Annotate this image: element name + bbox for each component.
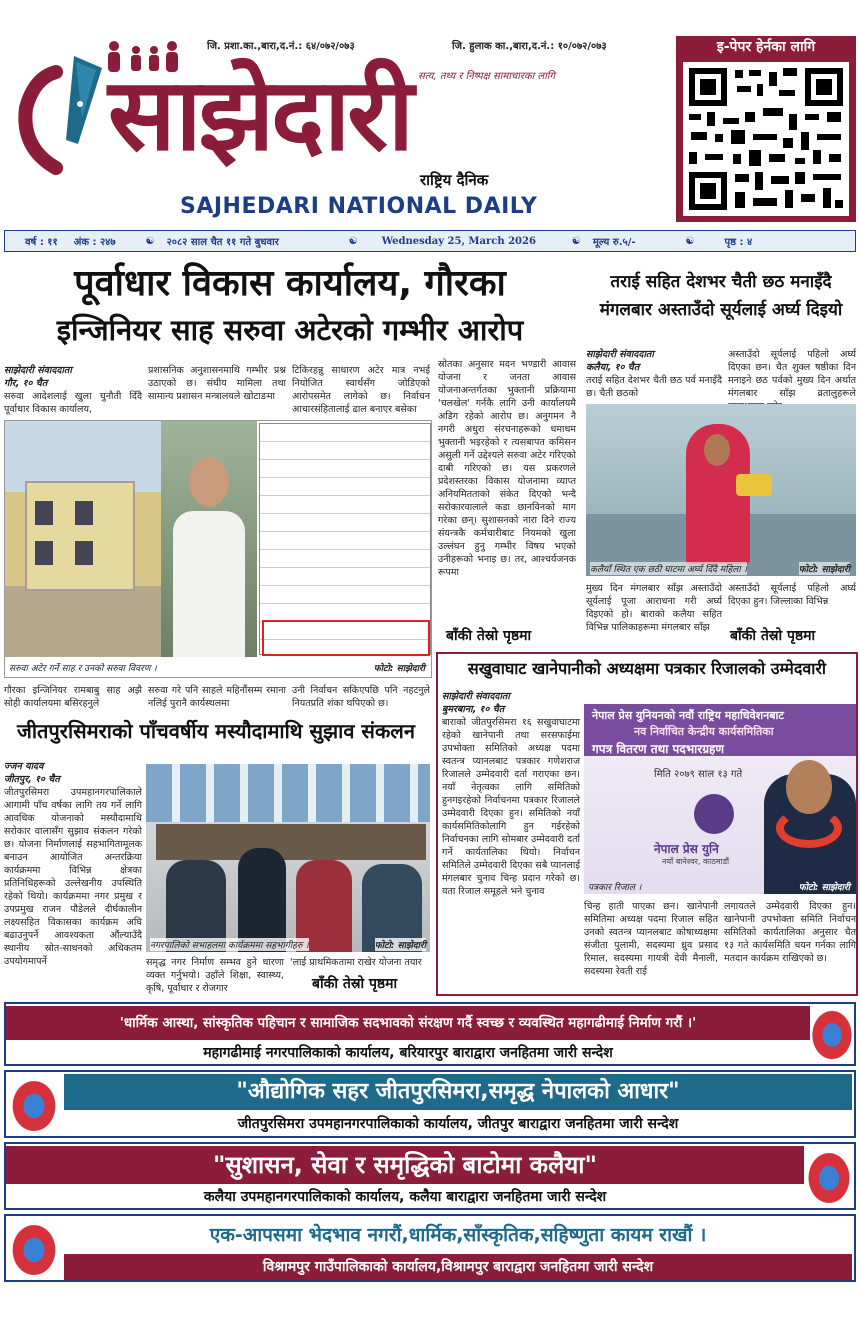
- sakhuwa-banner-line3: गपत्र वितरण तथा पदभारग्रहण: [592, 742, 725, 756]
- yin-yang-icon: ☯: [145, 235, 155, 247]
- portrait-image: [161, 421, 257, 657]
- ad-jitpursimara: [4, 1070, 856, 1138]
- ad-issuer: कलैया उपमहानगरपालिकाको कार्यालय, कलैया बाराद्वारा जनहितमा जारी सन्देश: [203, 1189, 607, 1205]
- ad-slogan: "औद्योगिक सहर जीतपुरसिमरा,समृद्ध नेपालको आधार": [64, 1074, 852, 1110]
- chhath-headline-1: तराई सहित देशभर चैती छठ मनाइँदै: [610, 272, 832, 292]
- sub-logo: राष्ट्रिय दैनिक: [420, 171, 489, 189]
- info-bar: [4, 230, 856, 252]
- masthead: [0, 0, 860, 226]
- sakhuwa-banner-line2: नव निर्वाचित केन्द्रीय कार्यसमितिका: [634, 725, 774, 738]
- jitpur-byline: ज्जन यादव: [4, 761, 44, 772]
- tagline: सत्य, तथ्य र निष्पक्ष सामाचारका लागि: [418, 71, 556, 82]
- english-name: SAJHEDARI NATIONAL DAILY: [180, 194, 538, 219]
- jitpur-bottom-right: 'लाई प्राथमिकतामा राखेर योजना तयार: [290, 957, 422, 968]
- year-label: वर्ष : ११: [25, 237, 58, 248]
- chhath-below-right: अस्ताउँदो सूर्यलाई पहिलो अर्घ्य दिएका हुन। जिल्लाका विभिन्न: [728, 583, 856, 607]
- jitpur-place: जीतपुर, १० चैत: [4, 774, 60, 785]
- sakhuwa-banner-line1: नेपाल प्रेस युनियनको नवौं राष्ट्रिय महाधिवेशनबाट: [592, 709, 784, 722]
- lead-bottom-col2: सरुवा गरे पनि साहले महिनौंसम्म रमाना नलिई पुरानै कार्यस्थलमा: [148, 685, 286, 709]
- lead-headline-1: पूर्वाधार विकास कार्यालय, गौरका: [74, 263, 506, 304]
- ad-slogan: एक-आपसमा भेदभाव नगरौं,धार्मिक,साँस्कृतिक,सहिष्णुता कायम राखौं ।: [209, 1224, 707, 1246]
- date-nepali: २०८२ साल चैत ११ गते बुधवार: [166, 237, 279, 248]
- ad-issuer: विश्रामपुर गाउँपालिकाको कार्यालय,विश्रामपुर बाराद्वारा जनहितमा जारी सन्देश: [64, 1254, 852, 1280]
- chhath-byline: साझेदारी संवाददाता: [586, 349, 654, 360]
- lead-col3-text: टिकिरहन्नु साधारण अटेर मात्र नभई नियोजित स्वार्थसँग जोडिएको आरोपसमेत लागेको छ। निर्वाचन आचारसंहितालाई ढाल बनाएर बसेका: [292, 365, 430, 415]
- price-label: मूल्य रु.५/-: [592, 237, 636, 248]
- nepal-emblem-icon: [10, 1222, 58, 1278]
- lead-col1-text: सरुवा आदेशलाई खुला चुनौती दिँदै पूर्वाधार विकास कार्यालय,: [4, 391, 142, 415]
- yin-yang-icon: ☯: [685, 235, 695, 247]
- issue-label: अंक : २४७: [73, 237, 116, 248]
- sakhuwa-byline: साझेदारी संवाददाता: [442, 691, 510, 702]
- transfer-table-image: [259, 423, 431, 655]
- lead-photo: [4, 420, 432, 678]
- lead-place: गौर, १० चैत: [4, 378, 48, 389]
- yin-yang-icon: ☯: [348, 235, 358, 247]
- chhath-below-left: मुख्य दिन मंगलबार साँझ अस्ताउँदो सूर्यलाई पूजा आराधना गरी अर्घ्य दिइएको हो। बाराको कलैया सहित विभिन्न पालिकाहरूमा मंगलबार साँझ: [586, 583, 722, 633]
- chhath-place: कलैया, १० चैत: [586, 362, 640, 373]
- qr-code-icon[interactable]: [683, 62, 849, 216]
- sakhuwa-col2: चिन्ह हाती पाएका छन। खानेपानी समितिमा अध्यक्ष पदमा रिजाल सहित उनको स्वतन्त्र प्यानलबाट कोषाध्यक्षमा संजीता पुलामी, सदस्यमा ध्रुव प्रसाद रिमाल, सदस्यमा गायत्री देवी मैनाली, सदस्यमा रेवती राई: [584, 901, 718, 977]
- sakhuwa-banner-date: मिति २०७९ साल १३ गते: [654, 769, 743, 780]
- chhath-continued: बाँकी तेस्रो पृष्ठमा: [730, 628, 816, 644]
- nepal-emblem-icon: [10, 1078, 58, 1134]
- chhath-photo: [586, 404, 856, 576]
- jitpur-bottom-left: समृद्ध नगर निर्माण सम्भव हुने धारणा व्यक्त गर्नुभयो। उहाँले शिक्षा, स्वास्थ्य, कृषि, पूर्वाधार र रोजगार: [146, 957, 284, 994]
- ad-bishrampur: [4, 1214, 856, 1282]
- ad-slogan: "सुशासन, सेवा र समृद्धिको बाटोमा कलैया": [6, 1146, 804, 1184]
- sakhuwa-photo-caption: पत्रकार रिजाल ।: [588, 883, 642, 893]
- sakhuwa-place: बुमरबाना, १० चैत: [442, 704, 505, 715]
- date-english: Wednesday 25, March 2026: [381, 235, 536, 247]
- press-union-logo: [694, 794, 734, 834]
- sakhuwa-headline: सखुवाघाट खानेपानीको अध्यक्षमा पत्रकार रिजालको उम्मेदवारी: [467, 659, 827, 678]
- ad-kalaiya: [4, 1142, 856, 1210]
- lead-continued: बाँकी तेस्रो पृष्ठमा: [446, 628, 532, 644]
- ad-mahagadhimai: [4, 1002, 856, 1066]
- ad-slogan: 'धार्मिक आस्था, सांस्कृतिक पहिचान र सामाजिक सदभावको संरक्षण गर्दै स्वच्छ र व्यवस्थित महागढीमाई निर्माण गरौं ।': [6, 1006, 810, 1040]
- chhath-photo-caption: कलैयाँ स्थित एक छठी घाटमा अर्घ्य दिँदै महिला ।: [590, 562, 747, 575]
- lead-col2-text: प्रशासनिक अनुशासनमाथि गम्भीर प्रश्न उठाएको छ। संघीय मामिला तथा सामान्य प्रशासन मन्त्रालयले खोटाङमा: [148, 365, 286, 402]
- page-number: पृष्ठ : ४: [724, 237, 753, 248]
- ad-issuer: जीतपुरसिमरा उपमहानगरपालिकाको कार्यालय, जीतपुर बाराद्वारा जनहितमा जारी सन्देश: [237, 1116, 679, 1132]
- yin-yang-icon: ☯: [571, 235, 581, 247]
- ad-issuer: महागढीमाई नगरपालिकाको कार्यालय, बरियारपुर बाराद्वारा जनहितमा जारी सन्देश: [203, 1045, 613, 1061]
- registration-right: जि. हुलाक का.,बारा,द.नं.: १०/०७२/०७३: [452, 41, 607, 52]
- nepal-emblem-icon: [806, 1150, 852, 1206]
- jitpur-photo-caption: नगरपालिको सभाहलमा कार्यक्रममा सहभागीहरु ।: [150, 938, 309, 951]
- sakhuwa-col3: लगायतले उम्मेदवारी दिएका हुन। खानेपानी उपभोक्ता समिति निर्वाचन समितिको कार्यतालिका अनुसार चैत १३ गते कार्यसमिति चयन गर्नका लागि मतदान कार्यक्रम राखिएको छ।: [724, 901, 856, 964]
- sakhuwa-banner-union: नेपाल प्रेस युनि: [654, 842, 719, 856]
- epaper-label: इ-पेपर हेर्नका लागि: [716, 39, 816, 55]
- sakhuwa-banner-address: नयाँ बानेश्वर, काठमाडौं: [662, 857, 730, 866]
- lead-col4-text: स्रोतका अनुसार मदन भण्डारी आवास योजना र जनता आवास योजनाअन्तर्गतका भुक्तानी प्रक्रियामा 'चलखेल' गर्नकै लागि उनी कार्यालयमै अडिग रहेको आरोप छ। अनुगमन नै नगरी अधुरा संरचनाहरूको धमाधम भुक्तानी भइरहेको र त्यसबापत कमिसन असुली गर्ने उद्देश्यले सरुवा अटेर गरिएको दाबी गरिएको छ। यस प्रकरणले प्रदेशस्तरका विकास योजनामा व्याप्त अनियमितताको संकेत दिएको भन्दै सरोकारवालाले कडा छानविनको माग गरेका छन्। सुशासनको नारा दिने राज्य संयन्त्रकै कर्मचारीबाट नियमको खुला उल्लंघन हुनु गम्भीर विषय भएको उनीहरूको भनाइ छ। तर, आश्चर्यजनक रूपमा: [438, 359, 576, 578]
- lead-bottom-col3: उनी निर्वाचन सकिएपछि पनि नहटनुले नियतप्रति शंका थपिएको छ।: [292, 685, 430, 709]
- newspaper-logo: साझेदारी: [108, 55, 411, 173]
- nepal-emblem-icon: [810, 1008, 854, 1062]
- jitpur-continued: बाँकी तेस्रो पृष्ठमा: [312, 976, 398, 992]
- jitpur-photo: [146, 764, 430, 952]
- jitpur-col-text: जीतपुरसिमरा उपमहानगरपालिकाले आगामी पाँच वर्षका लागि तय गर्ने लागि आवधिक योजनाको मस्यौदामाथि सरोकार वालासँग सुझाव संकलन गरेको छ। योजना निर्माणलाई सहभागितामूलक बनाउन आयोजित अन्तरक्रिया कार्यक्रममा विभिन्न क्षेत्रका प्रतिनिधिहरूको उल्लेखनीय उपस्थिति रहेको थियो। कार्यक्रममा नगर प्रमुख र उपप्रमुख राजन पौडेलले दीर्घकालीन लक्ष्यसहित विकासका कार्यक्रम अघि बढाउनुपर्ने आवश्यकता औंल्याउँदै स्थानीय स्रोत-साधनको अधिकतम उपयोगमापर्ने: [4, 787, 142, 967]
- sakhuwa-story-box: [436, 652, 858, 996]
- epaper-box: [676, 36, 856, 222]
- chhath-col-right: अस्ताउँदो सूर्यलाई पहिलो अर्घ्य दिएका छन। चैत शुक्ल षष्ठीका दिन मनाइने छठ पर्वको मुख्य दिन अर्थात मंगलबार साँझ व्रतालुहरूले: [728, 349, 856, 399]
- building-image: [5, 421, 161, 657]
- sakhuwa-photo-credit: फोटो: साझेदारी: [798, 883, 850, 893]
- sakhuwa-col1: बाराको जीतपुरसिमरा १६ सखुवाघाटमा रहेको खानेपानी तथा सरसफाईमा उपभोक्ता समितिको अध्यक्ष पदमा स्वतन्त्र प्यानलबाट पत्रकार गणेशराज रिजालले उम्मेदवारी दर्ता गराएका छन। नयाँ नेतृत्वका लागि समितिको हुनगइरहेको निर्वाचनमा पत्रकार रिजालले उम्मेदवारी दिएका हुन। समितिको नयाँ कार्यसमितिकोलागि हुन गईरहेको निर्वाचनका लागि सोमबार उम्मेदवारी दर्ता गर्ने कार्यतालिका थियो। निर्वाचन समितिले उम्मेदवारी दिएका सबै प्यानलाई मंगलबार चुनाव चिन्ह प्रदान गरेको छ। यता रिजाल समूहले भने चुनाव: [442, 717, 580, 897]
- lead-photo-credit: फोटो: साझेदारी: [373, 664, 425, 674]
- sakhuwa-photo: [584, 704, 856, 894]
- registration-left: जि. प्रशा.का.,बारा,द.नं.: ६४/०७२/०७३: [207, 41, 355, 52]
- lead-byline: साझेदारी संवाददाता: [4, 365, 72, 376]
- lead-headline-2: इन्जिनियर साह सरुवा अटेरको गम्भीर आरोप: [56, 313, 524, 347]
- chhath-photo-credit: फोटो: साझेदारी: [799, 562, 850, 575]
- jitpur-photo-credit: फोटो: साझेदारी: [375, 938, 426, 951]
- chhath-col-left: तराई सहित देशभर चैती छठ पर्व मनाइँदै छ। चैती छठको: [586, 375, 722, 399]
- lead-bottom-col1: गौरका इन्जिनियर रामबाबु साह अझै सोही कार्यालयमा बसिरहनुले: [4, 685, 142, 709]
- chhath-headline-2: मंगलबार अस्ताउँदो सूर्यलाई अर्घ्य दिइयो: [599, 300, 843, 320]
- jitpur-headline: जीतपुरसिमराको पाँचवर्षीय मस्यौदामाथि सुझाव संकलन: [17, 719, 415, 743]
- pen-nib-icon: [16, 48, 112, 178]
- lead-photo-caption: सरुवा अटेर गर्ने साह र उनको सरुवा विवरण ।: [9, 664, 157, 674]
